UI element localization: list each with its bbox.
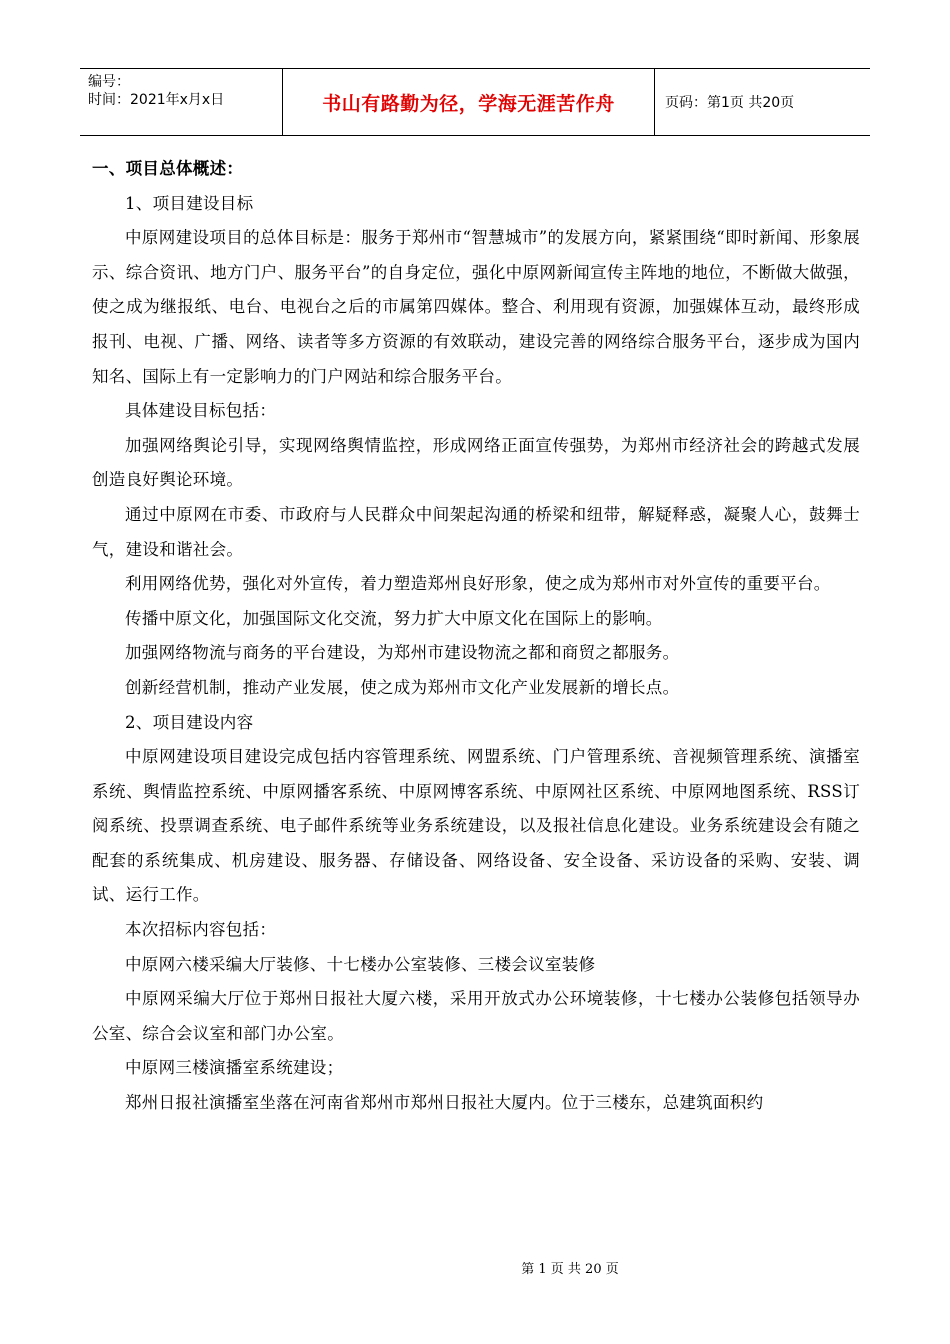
subsection-title-1: 1、项目建设目标 bbox=[125, 193, 254, 213]
paragraph: 中原网三楼演播室系统建设； bbox=[125, 1058, 344, 1078]
paragraph: 中原网采编大厅位于郑州日报社大厦六楼，采用开放式办公环境装修，十七楼办公装修包括领导办公室、综合会议室和部门办公室。 bbox=[92, 989, 860, 1043]
paragraph: 传播中原文化，加强国际文化交流，努力扩大中原文化在国际上的影响。 bbox=[125, 608, 663, 628]
document-header bbox=[80, 68, 870, 136]
header-meta bbox=[80, 69, 283, 135]
subsection-title-2: 2、项目建设内容 bbox=[125, 712, 254, 732]
paragraph: 郑州日报社演播室坐落在河南省郑州市郑州日报社大厦内。位于三楼东，总建筑面积约 bbox=[125, 1093, 764, 1113]
paragraph: 本次招标内容包括： bbox=[125, 920, 277, 940]
number-label: 编号： bbox=[88, 74, 130, 90]
page-footer: 第 1 页 共 20 页 bbox=[521, 1262, 619, 1277]
paragraph: 中原网建设项目的总体目标是：服务于郑州市“智慧城市”的发展方向，紧紧围绕“即时新闻、形象展示、综合资讯、地方门户、服务平台”的自身定位，强化中原网新闻宣传主阵地的地位，不断做大做强，使之成为继报纸、电台、电视台之后的市属第四媒体。整合、利用现有资源，加强媒体互动，最终形成报刊、电视、广播、网络、读者等多方资源的有效联动，建设完善的网络综合服务平台，逐步成为国内知名、国际上有一定影响力的门户网站和综合服务平台。 bbox=[92, 228, 860, 386]
header-motto: 书山有路勤为径，学海无涯苦作舟 bbox=[283, 69, 655, 135]
paragraph: 加强网络物流与商务的平台建设，为郑州市建设物流之都和商贸之都服务。 bbox=[125, 643, 680, 663]
paragraph: 创新经营机制，推动产业发展，使之成为郑州市文化产业发展新的增长点。 bbox=[125, 677, 680, 697]
document-body bbox=[92, 152, 860, 1121]
paragraph: 中原网六楼采编大厅装修、十七楼办公室装修、三楼会议室装修 bbox=[125, 954, 596, 974]
section-title: 一、项目总体概述： bbox=[92, 159, 244, 178]
paragraph: 中原网建设项目建设完成包括内容管理系统、网盟系统、门户管理系统、音视频管理系统、演播室系统、舆情监控系统、中原网播客系统、中原网博客系统、中原网社区系统、中原网地图系统、RSS订阅系统、投票调查系统、电子邮件系统等业务系统建设，以及报社信息化建设。业务系统建设会有随之配套的系统集成、机房建设、服务器、存储设备、网络设备、安全设备、采访设备的采购、安装、调试、运行工作。 bbox=[92, 747, 860, 905]
paragraph: 具体建设目标包括： bbox=[125, 401, 277, 421]
paragraph: 利用网络优势，强化对外宣传，着力塑造郑州良好形象，使之成为郑州市对外宣传的重要平台。 bbox=[125, 574, 831, 594]
time-label: 时间：2021年x月x日 bbox=[88, 92, 225, 108]
paragraph: 通过中原网在市委、市政府与人民群众中间架起沟通的桥梁和纽带，解疑释惑，凝聚人心，鼓舞士气，建设和谐社会。 bbox=[92, 504, 860, 559]
header-page-label: 页码：第1页 共20页 bbox=[665, 95, 795, 111]
paragraph: 加强网络舆论引导，实现网络舆情监控，形成网络正面宣传强势，为郑州市经济社会的跨越式发展创造良好舆论环境。 bbox=[92, 435, 860, 490]
